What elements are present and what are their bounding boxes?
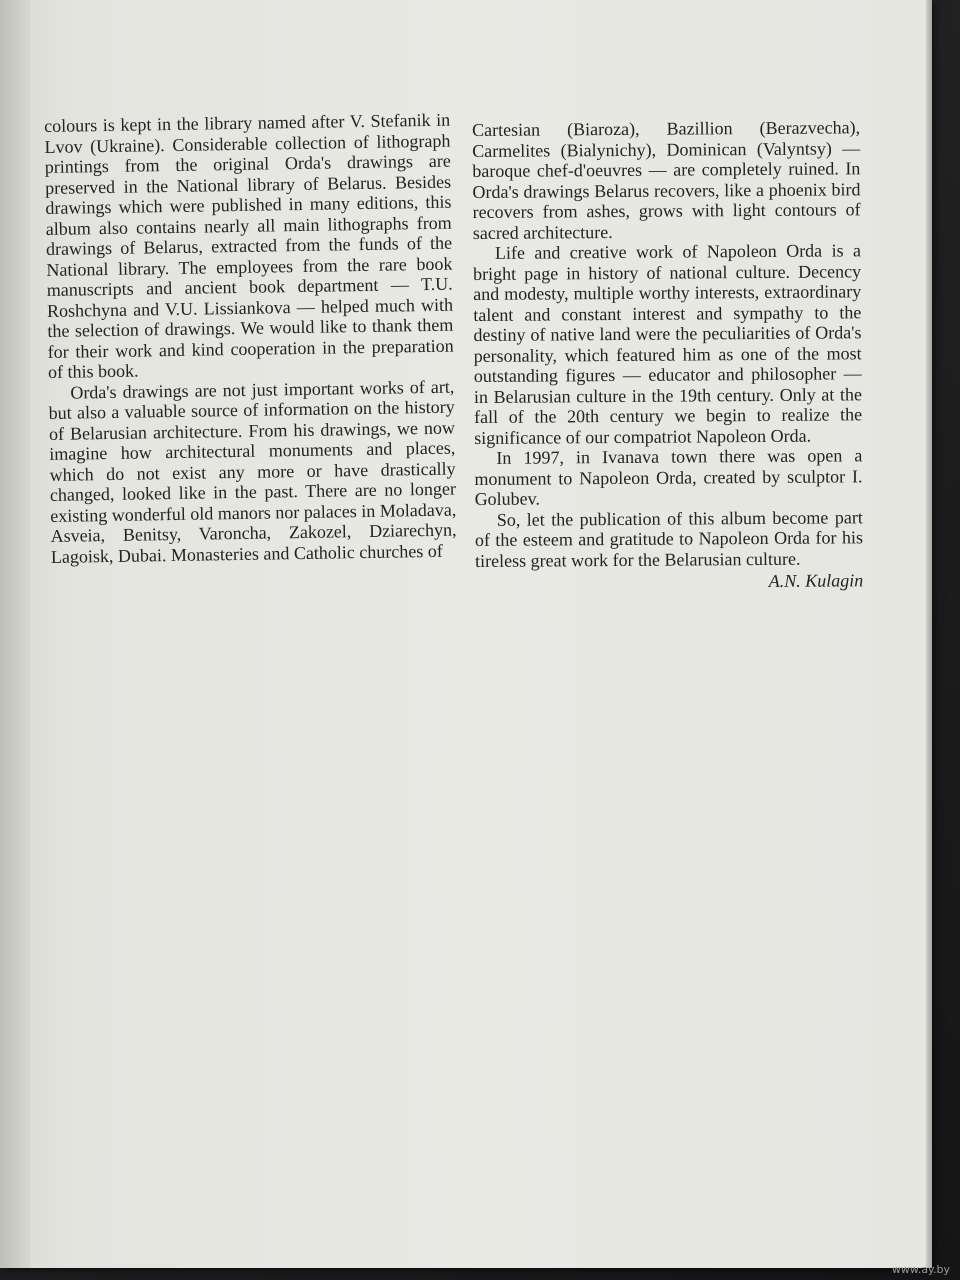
left-paragraph-1: colours is kept in the library named after V. Stefanik in Lvov (Ukraine). Considerable collection of lithograph printings from the original Orda's drawings are preserved in the National library of Belarus. Besides drawings which were published in many editions, this album also contains nearly all main lithographs from drawings of Belarus, extracted from the funds of the National library. The employees from the rare book manuscripts and ancient book department — T.U. Roshchyna and V.U. Lissiankova — helped much with the selection of drawings. We would like to thank them for their work and kind cooperation in the preparation of this book. xyxy=(44,109,454,382)
author-signature: A.N. Kulagin xyxy=(768,570,864,591)
page-edge xyxy=(926,0,932,1268)
page-spine-shadow xyxy=(0,0,30,1268)
right-paragraph-3: In 1997, in Ivanava town there was open a monument to Napoleon Orda, created by sculptor I. Golubev. xyxy=(474,445,863,509)
right-text-column xyxy=(472,117,863,593)
right-paragraph-2: Life and creative work of Napoleon Orda is a bright page in history of national culture. Decency and modesty, multiple worthy interests, extraordinary talent and constant interest and sympathy to the destiny of native land were the peculiarities of Orda's personality, which featured him as one of the most outstanding figures — educator and philosopher — in Belarusian culture in the 19th century. Only at the fall of the 20th century we begin to realize the significance of our compatriot Napoleon Orda. xyxy=(473,240,863,448)
left-text-column xyxy=(44,110,457,567)
right-paragraph-4: So, let the publication of this album become part of the esteem and gratitude to Napoleon Orda for his tireless great work for the Belarusian culture. xyxy=(474,506,863,571)
site-watermark: www.ay.by xyxy=(891,1263,950,1276)
right-paragraph-1: Cartesian (Biaroza), Bazillion (Berazvecha), Carmelites (Bialynichy), Dominican (Valyntsy) — baroque chef-d'oeuvres — are completely ruined. In Orda's drawings Belarus recovers, like a phoenix bird recovers from ashes, grows with light contours of sacred architecture. xyxy=(472,117,861,243)
left-paragraph-2: Orda's drawings are not just important works of art, but also a valuable source of information on the history of Belarusian architecture. From his drawings, we now imagine how architectural monuments and places, which do not exist any more or have drastically changed, looked like in the past. There are no longer existing wonderful old manors nor palaces in Moladava, Asveia, Benitsy, Varoncha, Zakozel, Dziarechyn, Lagoisk, Dubai. Monasteries and Catholic churches of xyxy=(48,376,457,567)
